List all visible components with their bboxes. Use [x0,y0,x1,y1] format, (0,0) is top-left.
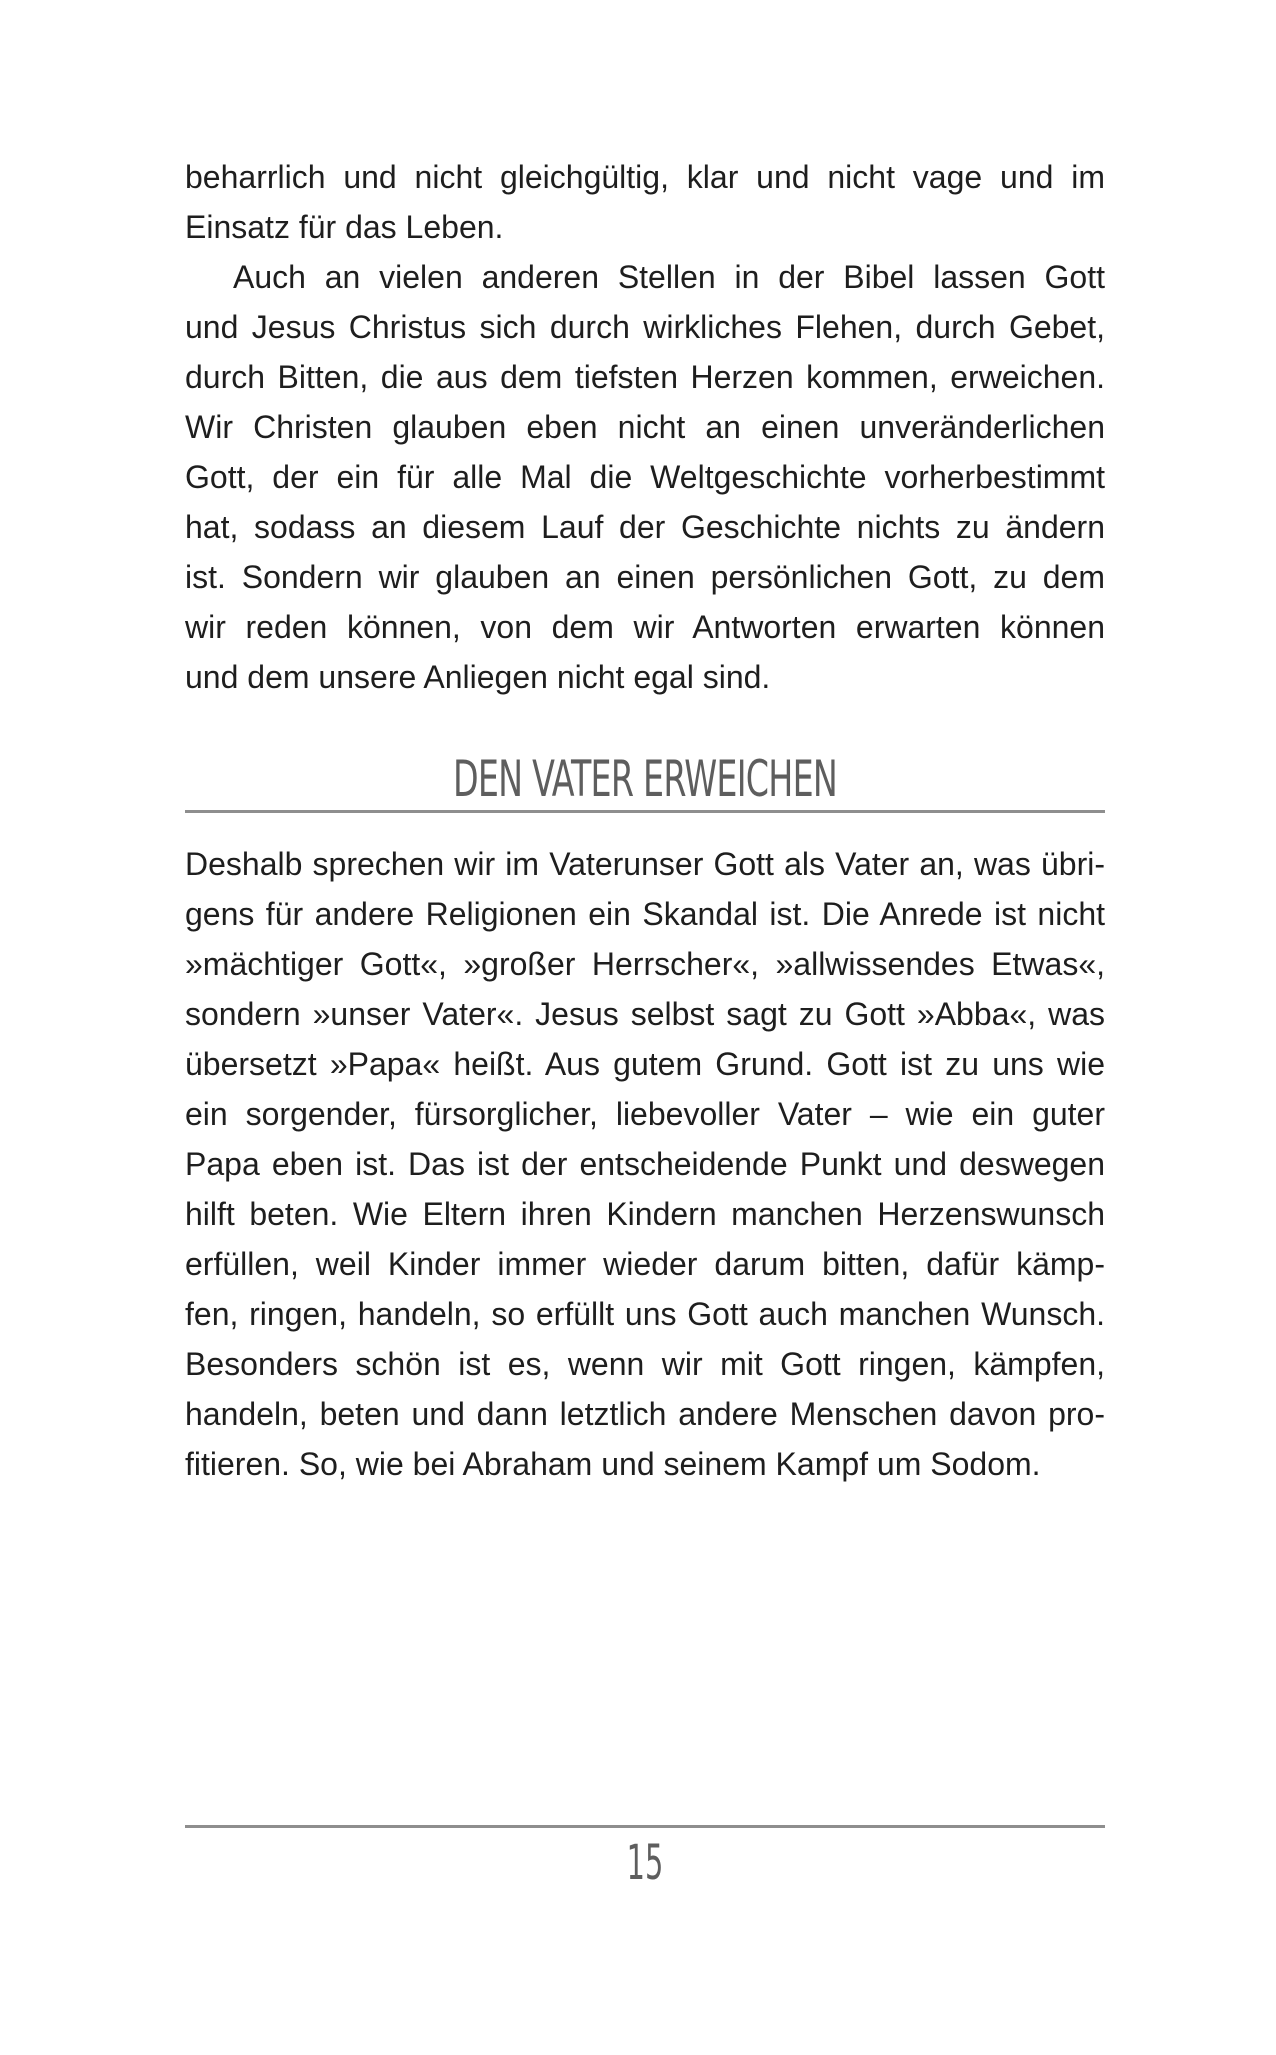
text-line: übersetzt »Papa« heißt. Aus gutem Grund. Gott ist zu uns wie [185,1046,1105,1082]
section-heading: DEN VATER ERWEICHEN [452,750,838,808]
text-line: hilft beten. Wie Eltern ihren Kindern manchen Herzenswunsch [185,1196,1105,1232]
text-line: durch Bitten, die aus dem tiefsten Herzen kommen, erweichen. [185,359,1105,395]
text-line: Wir Christen glauben eben nicht an einen unveränderlichen [185,409,1105,445]
text-line: Auch an vielen anderen Stellen in der Bibel lassen Gott [233,259,1105,295]
text-line: Deshalb sprechen wir im Vaterunser Gott als Vater an, was übri- [185,846,1105,882]
text-line: hat, sodass an diesem Lauf der Geschichte nichts zu ändern [185,509,1105,545]
page-number: 15 [626,1835,664,1891]
text-line: Besonders schön ist es, wenn wir mit Gott ringen, kämpfen, [185,1346,1105,1382]
text-line: Einsatz für das Leben. [185,209,504,245]
text-line: »mächtiger Gott«, »großer Herrscher«, »allwissendes Etwas«, [185,946,1105,982]
text-line: fitieren. So, wie bei Abraham und seinem Kampf um Sodom. [185,1446,1041,1482]
body-text-top [185,152,1105,702]
text-line: gens für andere Religionen ein Skandal ist. Die Anrede ist nicht [185,896,1105,932]
text-line: sondern »unser Vater«. Jesus selbst sagt zu Gott »Abba«, was [185,996,1105,1032]
heading-divider [185,810,1105,813]
text-line: ist. Sondern wir glauben an einen persönlichen Gott, zu dem [185,559,1105,595]
text-line: Gott, der ein für alle Mal die Weltgeschichte vorherbestimmt [185,459,1105,495]
text-line: wir reden können, von dem wir Antworten erwarten können [185,609,1105,645]
text-line: ein sorgender, fürsorglicher, liebevoller Vater – wie ein guter [185,1096,1105,1132]
text-line: erfüllen, weil Kinder immer wieder darum bitten, dafür kämp- [185,1246,1105,1282]
text-line: fen, ringen, handeln, so erfüllt uns Gott auch manchen Wunsch. [185,1296,1105,1332]
text-line: und dem unsere Anliegen nicht egal sind. [185,659,771,695]
text-line: handeln, beten und dann letztlich andere Menschen davon pro- [185,1396,1105,1432]
footer-divider [185,1825,1105,1828]
text-line: und Jesus Christus sich durch wirkliches Flehen, durch Gebet, [185,309,1105,345]
text-line: beharrlich und nicht gleichgültig, klar und nicht vage und im [185,159,1105,195]
text-line: Papa eben ist. Das ist der entscheidende Punkt und deswegen [185,1146,1105,1182]
body-text-bottom [185,839,1105,1489]
